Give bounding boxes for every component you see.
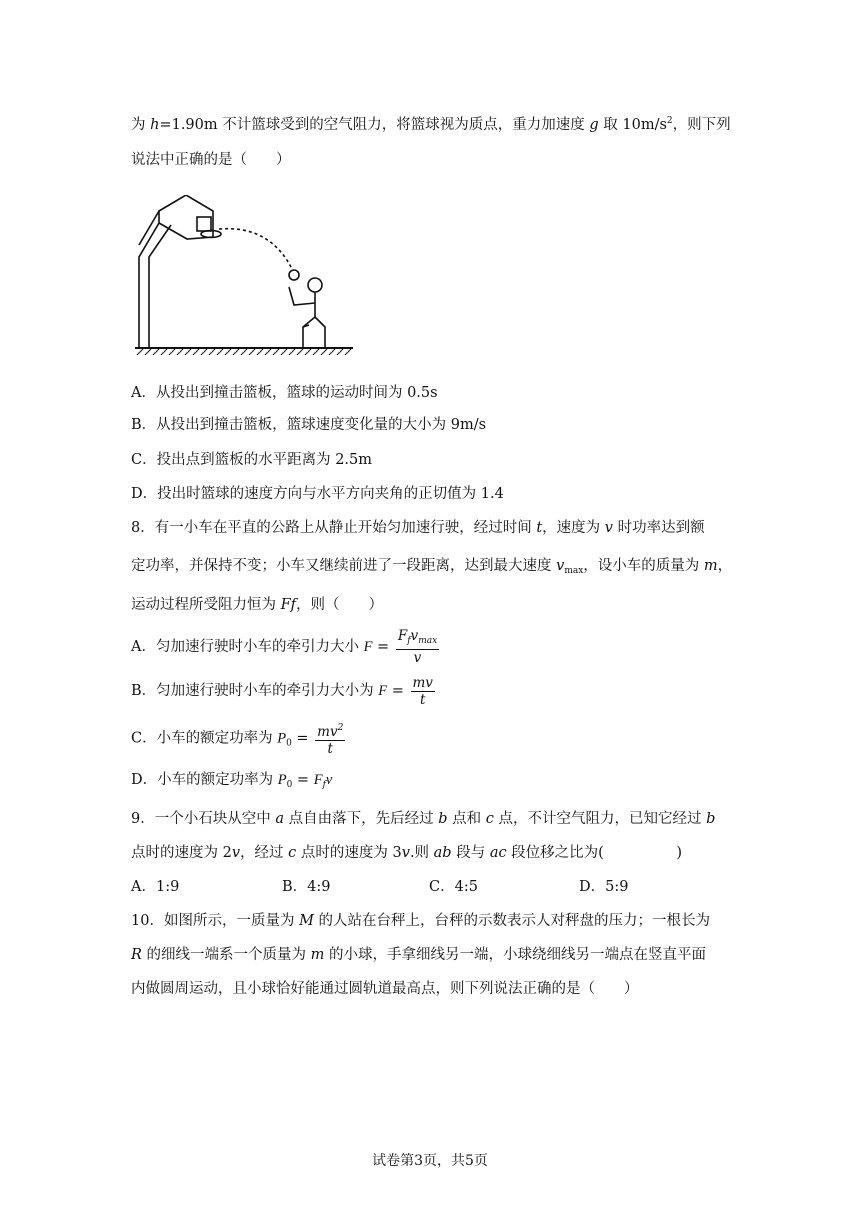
backboard-square — [197, 217, 211, 231]
text: 的小球，手拿细线另一端，小球绕细线另一端点在竖直平面 — [324, 947, 706, 963]
denominator: t — [420, 691, 426, 708]
q8-line-1 — [131, 518, 705, 538]
var-a: a — [275, 811, 284, 827]
q9-line-1 — [131, 809, 715, 829]
var-M: M — [299, 913, 314, 929]
person-leg-right — [315, 317, 325, 347]
var-v: v — [401, 845, 410, 861]
q8-option-a — [131, 628, 441, 666]
text: 点，不计空气阻力，已知它经过 — [493, 811, 707, 827]
superscript: 2 — [666, 116, 673, 126]
q9-option-c: C．4:5 — [429, 879, 478, 895]
text: 段与 — [451, 845, 490, 861]
q8-line-3 — [131, 595, 383, 615]
q8-line-2 — [131, 556, 732, 581]
equals: = — [387, 683, 409, 699]
subscript: max — [418, 636, 438, 646]
text: 10．如图所示，一质量为 — [131, 913, 300, 929]
person-head — [308, 278, 322, 292]
q7-option-d: D．投出时篮球的速度方向与水平方向夹角的正切值为 1.4 — [131, 486, 504, 502]
num-v: v — [410, 628, 419, 644]
option-text: D．小车的额定功率为 — [131, 772, 278, 788]
text: 8．有一小车在平直的公路上从静止开始匀加速行驶，经过时间 — [131, 520, 537, 536]
var-P: P — [277, 772, 287, 788]
intro-text: =1.90m 不计篮球受到的空气阻力，将篮球视为质点，重力加速度 — [159, 117, 590, 133]
equals: = — [372, 639, 394, 655]
fraction — [396, 628, 439, 666]
intro-text: 取 10m/s — [598, 117, 667, 133]
denominator: v — [413, 650, 422, 666]
option-text: C．小车的额定功率为 — [131, 730, 278, 747]
var-ac: ac — [489, 845, 507, 861]
intro-text: 为 — [131, 117, 151, 133]
var-ab: ab — [433, 845, 452, 861]
fraction — [411, 675, 435, 708]
subscript: 0 — [286, 780, 293, 790]
var-m: m — [310, 947, 325, 963]
text: 9．一个小石块从空中 — [131, 811, 276, 827]
pole-inner — [149, 225, 171, 347]
intro-line-1 — [131, 111, 731, 135]
text: 的细线一端系一个质量为 — [141, 947, 311, 963]
subscript: 0 — [286, 738, 292, 749]
equals: = — [291, 730, 314, 747]
numerator — [396, 628, 439, 650]
text: 点时的速度为 2 — [131, 845, 232, 861]
q9-line-2 — [131, 843, 682, 863]
q10-line-3: 内做圆周运动，且小球恰好能通过圆轨道最高点，则下列说法正确的是（ ） — [131, 981, 639, 997]
q10-line-1 — [131, 911, 710, 931]
var-c: c — [485, 811, 494, 827]
trajectory — [219, 229, 293, 271]
var-b: b — [706, 811, 716, 827]
text: 段位移之比为( ) — [506, 845, 683, 861]
q7-option-b: B．从投出到撞击篮板，篮球速度变化量的大小为 9m/s — [131, 417, 487, 433]
denominator: t — [327, 741, 333, 757]
var-v: v — [604, 520, 613, 536]
fraction — [315, 720, 345, 757]
superscript: 2 — [337, 723, 344, 733]
q9-option-d: D．5:9 — [579, 879, 629, 895]
text: ，设小车的质量为 — [583, 558, 704, 574]
num-mv: mv — [317, 724, 338, 740]
person-leg-left — [303, 317, 315, 347]
var-F: F — [313, 772, 323, 788]
subscript: f — [407, 636, 411, 646]
subscript: f — [322, 780, 326, 790]
q10-line-2 — [131, 945, 706, 965]
q9-option-b: B．4:9 — [282, 879, 331, 895]
var-R: R — [131, 947, 142, 963]
text: 点和 — [447, 811, 486, 827]
q8-option-d — [131, 770, 332, 795]
var-m: m — [703, 558, 718, 574]
var-v: v — [325, 772, 333, 788]
var-c: c — [288, 845, 297, 861]
var-t: t — [536, 520, 543, 536]
var-F: F — [363, 639, 373, 655]
text: ，则（ ） — [296, 597, 384, 613]
var-v: v — [231, 845, 241, 861]
var-h: h — [150, 117, 160, 133]
text: ，经过 — [240, 845, 289, 861]
var-F: F — [378, 683, 388, 699]
q7-option-c: C．投出点到篮板的水平距离为 2.5m — [131, 452, 373, 468]
text: 运动过程所受阻力恒为 — [131, 597, 281, 613]
numerator — [315, 720, 345, 741]
num-F: F — [397, 628, 408, 644]
text: 的人站在台秤上，台秤的示数表示人对秤盘的压力；一根长为 — [313, 913, 711, 929]
text: ，速度为 — [542, 520, 605, 536]
subscript: max — [564, 566, 584, 576]
numerator: mv — [412, 674, 433, 691]
q8-option-c — [131, 720, 347, 762]
person-arm — [289, 287, 315, 305]
intro-line-2: 说法中正确的是（ ） — [131, 152, 291, 168]
var-v: v — [556, 558, 565, 574]
basketball-figure — [131, 195, 356, 357]
option-text: A．匀加速行驶时小车的牵引力大小 — [131, 639, 364, 655]
text: ， — [717, 558, 733, 574]
page-footer: 试卷第3页，共5页 — [372, 1153, 488, 1169]
q8-option-b — [131, 673, 437, 709]
ball — [289, 270, 299, 280]
var-g: g — [589, 117, 599, 133]
q7-option-a: A．从投出到撞击篮板，篮球的运动时间为 0.5s — [131, 385, 438, 401]
var-ff: Ff — [280, 597, 297, 613]
equals: = — [292, 772, 314, 788]
q9-option-a: A．1:9 — [131, 879, 180, 895]
text: 定功率，并保持不变；小车又继续前进了一段距离，达到最大速度 — [131, 558, 557, 574]
text: 点自由落下，先后经过 — [284, 811, 439, 827]
text: 时功率达到额 — [612, 520, 705, 536]
text: 点时的速度为 3 — [296, 845, 402, 861]
text: .则 — [409, 845, 434, 861]
option-text: B．匀加速行驶时小车的牵引力大小为 — [131, 683, 379, 699]
var-b: b — [438, 811, 448, 827]
ground-hatch — [137, 349, 351, 355]
intro-text: ，则下列 — [672, 117, 731, 133]
var-P: P — [277, 730, 287, 747]
